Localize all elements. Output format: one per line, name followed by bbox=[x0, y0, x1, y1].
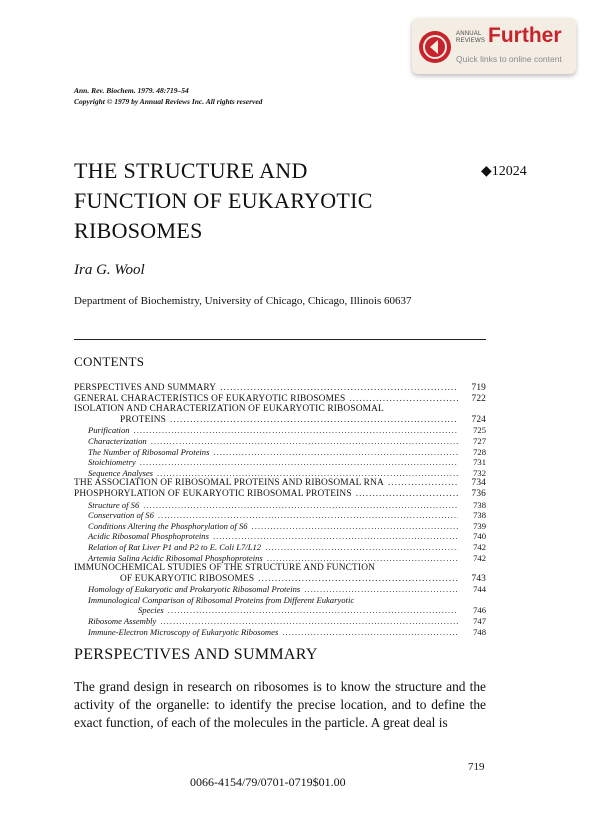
body-paragraph: The grand design in research on ribosomes is to know the structure and the activity of the organelle: to identify the precise location, and to define the exact function, of each of the molecules in the particle. A great deal is bbox=[74, 679, 486, 730]
section-heading: PERSPECTIVES AND SUMMARY bbox=[74, 646, 318, 663]
toc-entry[interactable]: OF EUKARYOTIC RIBOSOMES ..... 743 bbox=[74, 574, 486, 585]
footer-code: 0066-4154/79/0701-0719$01.00 bbox=[190, 775, 346, 789]
toc-subentry[interactable]: Structure of S6 ..... 738 bbox=[74, 500, 486, 511]
article-title: THE STRUCTURE AND FUNCTION OF EUKARYOTIC RIBOSOMES bbox=[74, 158, 373, 243]
annual-reviews-logo-icon bbox=[418, 30, 452, 64]
further-brand[interactable]: Further bbox=[488, 24, 562, 47]
toc-entry[interactable]: PHOSPHORYLATION OF EUKARYOTIC RIBOSOMAL PROTEINS ..... 736 bbox=[74, 489, 486, 500]
toc-entry[interactable]: GENERAL CHARACTERISTICS OF EUKARYOTIC RIBOSOMES ..... 722 bbox=[74, 394, 486, 405]
toc-subentry[interactable]: Artemia Salina Acidic Ribosomal Phosphoproteins ..... 742 bbox=[74, 553, 486, 564]
toc-subentry[interactable]: Species ..... 746 bbox=[74, 605, 486, 616]
toc-entry[interactable]: ISOLATION AND CHARACTERIZATION OF EUKARYOTIC RIBOSOMAL bbox=[74, 404, 384, 415]
toc-subentry[interactable]: Homology of Eukaryotic and Prokaryotic Ribosomal Proteins ..... 744 bbox=[74, 584, 486, 595]
toc-entry[interactable]: PERSPECTIVES AND SUMMARY ..... 719 bbox=[74, 383, 486, 394]
toc-subentry[interactable]: Immunological Comparison of Ribosomal Proteins from Different Eukaryotic bbox=[88, 594, 355, 605]
toc-entry[interactable]: IMMUNOCHEMICAL STUDIES OF THE STRUCTURE AND FUNCTION bbox=[74, 563, 376, 574]
contents-heading: CONTENTS bbox=[74, 354, 145, 369]
author-name: Ira G. Wool bbox=[74, 262, 145, 278]
toc-subentry[interactable]: Acidic Ribosomal Phosphoproteins ..... 740 bbox=[74, 531, 486, 542]
article-code: ◆12024 bbox=[481, 164, 527, 179]
toc-subentry[interactable]: Purification ..... 725 bbox=[74, 425, 486, 436]
author-affiliation: Department of Biochemistry, University of Chicago, Chicago, Illinois 60637 bbox=[74, 295, 412, 307]
toc-subentry[interactable]: Conditions Altering the Phosphorylation of S6 ..... 739 bbox=[74, 521, 486, 532]
toc-subentry[interactable]: Sequence Analyses ..... 732 bbox=[74, 468, 486, 479]
toc-subentry[interactable]: Immune-Electron Microscopy of Eukaryotic Ribosomes ..... 748 bbox=[74, 627, 486, 638]
toc-subentry[interactable]: Stoichiometry ..... 731 bbox=[74, 457, 486, 468]
divider bbox=[74, 339, 486, 340]
publisher-name: ANNUAL REVIEWS bbox=[456, 31, 486, 44]
page-number: 719 bbox=[468, 761, 485, 773]
toc-subentry[interactable]: Characterization ..... 727 bbox=[74, 436, 486, 447]
toc-subentry[interactable]: Ribosome Assembly ..... 747 bbox=[74, 616, 486, 627]
citation-line: Ann. Rev. Biochem. 1979. 48:719–54 bbox=[74, 86, 189, 95]
toc-subentry[interactable]: The Number of Ribosomal Proteins ..... 728 bbox=[74, 447, 486, 458]
further-banner[interactable] bbox=[412, 18, 576, 74]
toc-entry[interactable]: PROTEINS ..... 724 bbox=[74, 415, 486, 426]
toc-entry[interactable]: THE ASSOCIATION OF RIBOSOMAL PROTEINS AND RIBOSOMAL RNA ..... 734 bbox=[74, 478, 486, 489]
further-tagline: Quick links to online content bbox=[456, 54, 562, 64]
toc-subentry[interactable]: Conservation of S6 ..... 738 bbox=[74, 510, 486, 521]
copyright-line: Copyright © 1979 by Annual Reviews Inc. All rights reserved bbox=[74, 97, 263, 106]
table-of-contents bbox=[74, 383, 486, 637]
toc-subentry[interactable]: Relation of Rat Liver P1 and P2 to E. Coli L7/L12 ..... 742 bbox=[74, 542, 486, 553]
